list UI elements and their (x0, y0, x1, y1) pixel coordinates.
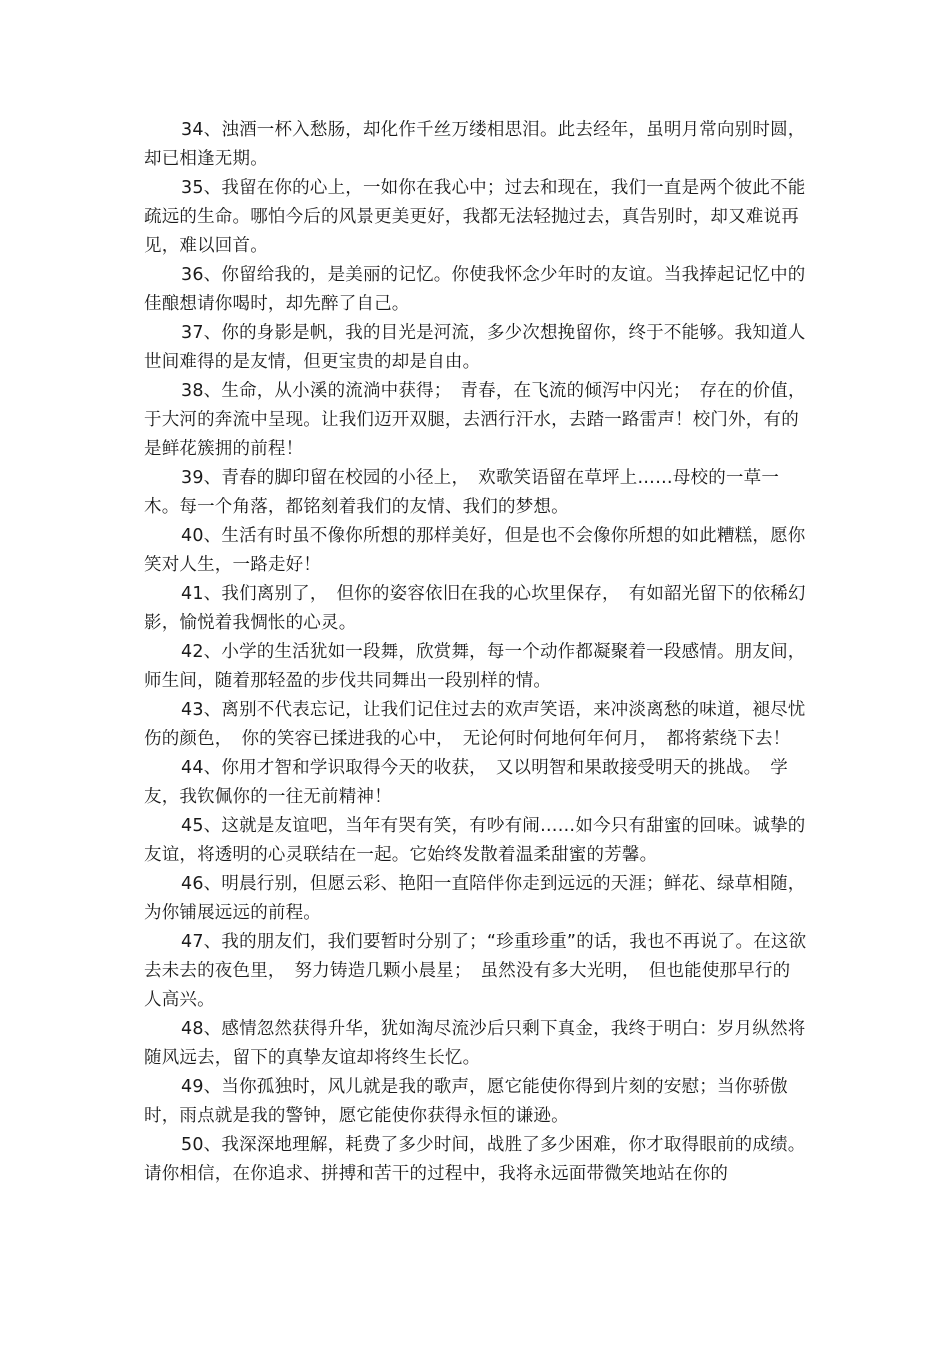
paragraph-40: 40、生活有时虽不像你所想的那样美好，但是也不会像你所想的如此糟糕，愿你笑对人生，一路走好！ (144, 526, 806, 575)
paragraph-46: 46、明晨行别，但愿云彩、艳阳一直陪伴你走到远远的天涯；鲜花、绿草相随，为你铺展远远的前程。 (144, 874, 806, 923)
paragraph-44: 44、你用才智和学识取得今天的收获， 又以明智和果敢接受明天的挑战。 学友，我钦佩你的一往无前精神！ (144, 758, 788, 807)
paragraph-34: 34、浊酒一杯入愁肠，却化作千丝万缕相思泪。此去经年，虽明月常向别时圆，却已相逢无期。 (144, 120, 806, 169)
paragraph-39: 39、青春的脚印留在校园的小径上， 欢歌笑语留在草坪上……母校的一草一木。每一个角落，都铭刻着我们的友情、我们的梦想。 (144, 468, 780, 517)
paragraph-36: 36、你留给我的，是美丽的记忆。你使我怀念少年时的友谊。当我捧起记忆中的佳酿想请你喝时，却先醉了自己。 (144, 265, 806, 314)
document-body (144, 116, 808, 1189)
paragraph-45: 45、这就是友谊吧，当年有哭有笑，有吵有闹……如今只有甜蜜的回味。诚挚的友谊，将透明的心灵联结在一起。它始终发散着温柔甜蜜的芳馨。 (144, 816, 806, 865)
paragraph-42: 42、小学的生活犹如一段舞，欣赏舞，每一个动作都凝聚着一段感情。朋友间，师生间，随着那轻盈的步伐共同舞出一段别样的情。 (144, 642, 806, 691)
paragraph-48: 48、感情忽然获得升华，犹如淘尽流沙后只剩下真金，我终于明白：岁月纵然将随风远去，留下的真挚友谊却将终生长忆。 (144, 1019, 806, 1068)
paragraph-38: 38、生命，从小溪的流淌中获得； 青春，在飞流的倾泻中闪光； 存在的价值，于大河的奔流中呈现。让我们迈开双腿，去洒行汗水，去踏一路雷声！校门外，有的是鲜花簇拥的前程！ (144, 381, 806, 459)
paragraph-41: 41、我们离别了， 但你的姿容依旧在我的心坎里保存， 有如韶光留下的依稀幻影，愉悦着我惆怅的心灵。 (144, 584, 806, 633)
paragraph-35: 35、我留在你的心上，一如你在我心中；过去和现在，我们一直是两个彼此不能疏远的生命。哪怕今后的风景更美更好，我都无法轻抛过去，真告别时，却又难说再见，难以回首。 (144, 178, 806, 256)
paragraph-50: 50、我深深地理解，耗费了多少时间，战胜了多少困难，你才取得眼前的成绩。请你相信，在你追求、拼搏和苦干的过程中，我将永远面带微笑地站在你的 (144, 1135, 806, 1184)
paragraph-47: 47、我的朋友们，我们要暂时分别了；“珍重珍重”的话，我也不再说了。在这欲去未去的夜色里， 努力铸造几颗小晨星； 虽然没有多大光明， 但也能使那早行的人高兴。 (144, 932, 807, 1010)
paragraph-49: 49、当你孤独时，风儿就是我的歌声，愿它能使你得到片刻的安慰；当你骄傲时，雨点就是我的警钟，愿它能使你获得永恒的谦逊。 (144, 1077, 788, 1126)
paragraph-43: 43、离别不代表忘记，让我们记住过去的欢声笑语，来冲淡离愁的味道，褪尽忧伤的颜色， 你的笑容已揉进我的心中， 无论何时何地何年何月， 都将萦绕下去！ (144, 700, 806, 749)
paragraph-37: 37、你的身影是帆，我的目光是河流，多少次想挽留你，终于不能够。我知道人世间难得的是友情，但更宝贵的却是自由。 (144, 323, 806, 372)
